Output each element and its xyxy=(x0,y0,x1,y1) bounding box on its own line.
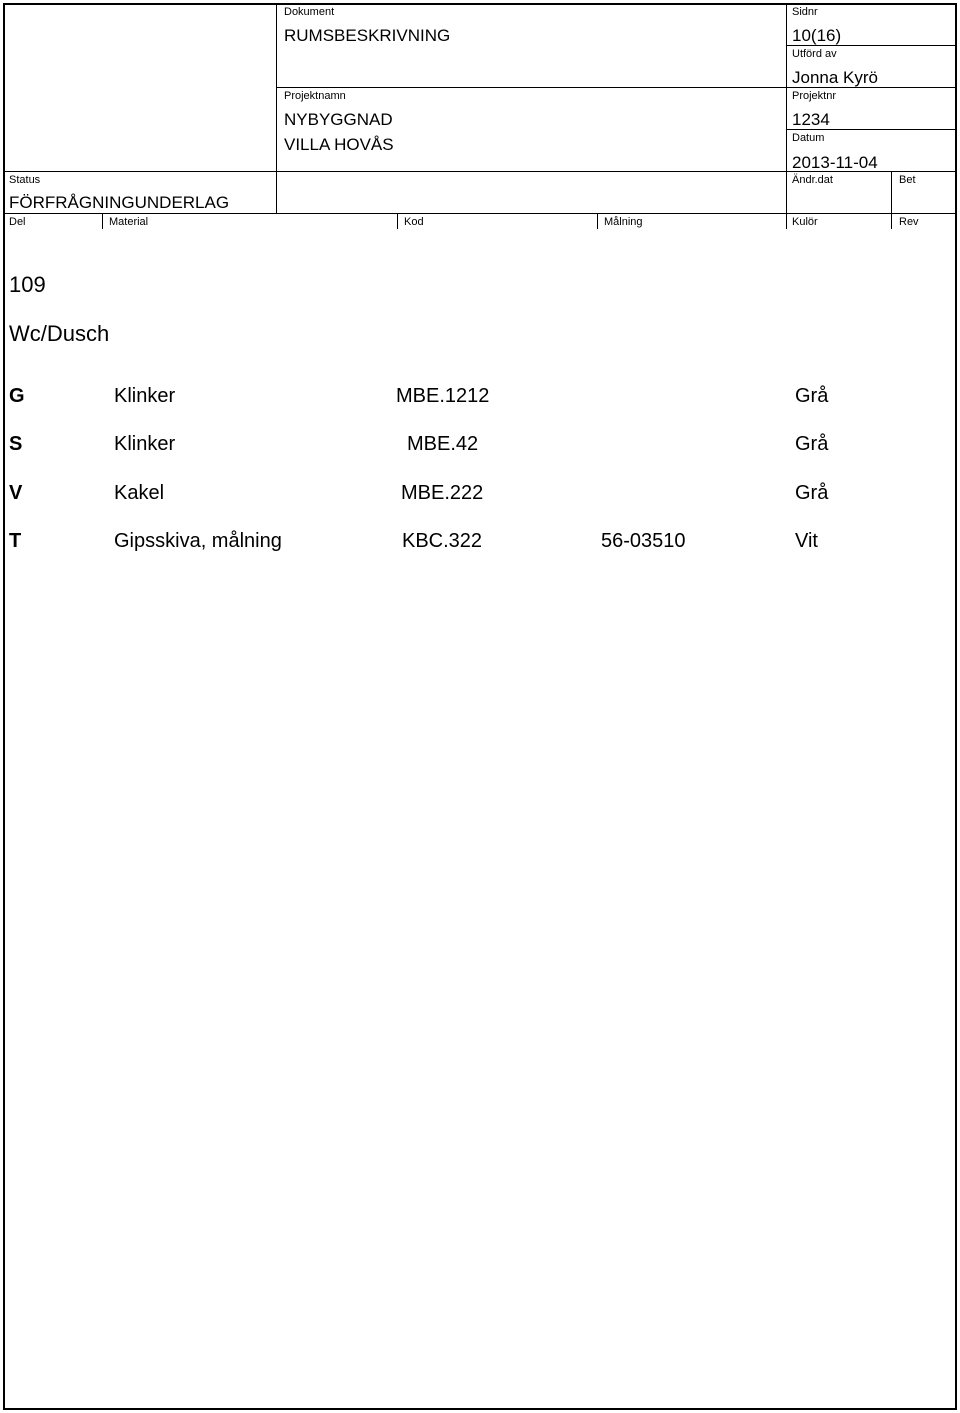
room-name: Wc/Dusch xyxy=(9,321,110,346)
utford-label: Utförd av xyxy=(792,48,837,60)
column-header-rev: Rev xyxy=(899,216,919,228)
column-header-kulor: Kulör xyxy=(792,216,818,228)
column-divider xyxy=(891,213,892,229)
sidnr-label: Sidnr xyxy=(792,6,818,18)
header-divider xyxy=(786,5,787,213)
datum-value: 2013-11-04 xyxy=(792,153,878,172)
row-malning: 56-03510 xyxy=(601,530,686,552)
row-kod: MBE.42 xyxy=(407,433,479,455)
status-value: FÖRFRÅGNINGUNDERLAG xyxy=(9,193,230,212)
row-material: Gipsskiva, målning xyxy=(114,530,282,552)
column-header-kod: Kod xyxy=(404,216,424,228)
row-material: Klinker xyxy=(114,385,176,407)
column-divider xyxy=(786,213,787,229)
andrdat-label: Ändr.dat xyxy=(792,174,833,186)
row-kod: MBE.222 xyxy=(401,482,484,504)
row-material: Klinker xyxy=(114,433,176,455)
utford-value: Jonna Kyrö xyxy=(792,68,878,87)
header-divider xyxy=(276,5,277,213)
room-number: 109 xyxy=(9,272,46,297)
column-header-material: Material xyxy=(109,216,149,228)
datum-label: Datum xyxy=(792,132,825,144)
projektnr-label: Projektnr xyxy=(792,90,837,102)
row-kulor: Grå xyxy=(795,385,829,407)
column-header-del: Del xyxy=(9,216,26,228)
column-divider xyxy=(597,213,598,229)
sidnr-value: 10(16) xyxy=(792,26,842,45)
row-kod: KBC.322 xyxy=(402,530,483,552)
bet-label: Bet xyxy=(899,174,916,186)
row-del: V xyxy=(9,482,23,504)
document-page xyxy=(3,3,957,1410)
header-divider xyxy=(5,213,956,214)
projektnamn-line1: NYBYGGNAD xyxy=(284,110,393,129)
column-divider xyxy=(102,213,103,229)
header-divider xyxy=(891,171,892,213)
row-kulor: Grå xyxy=(795,433,829,455)
projektnr-value: 1234 xyxy=(792,110,830,129)
row-material: Kakel xyxy=(114,482,165,504)
status-label: Status xyxy=(9,174,41,186)
row-del: S xyxy=(9,433,23,455)
dokument-value: RUMSBESKRIVNING xyxy=(284,26,451,45)
row-kulor: Grå xyxy=(795,482,829,504)
column-divider xyxy=(397,213,398,229)
projektnamn-label: Projektnamn xyxy=(284,90,346,102)
column-header-malning: Målning xyxy=(604,216,643,228)
row-del: T xyxy=(9,530,22,552)
projektnamn-line2: VILLA HOVÅS xyxy=(284,135,394,154)
row-kod: MBE.1212 xyxy=(396,385,490,407)
row-kulor: Vit xyxy=(795,530,818,552)
dokument-label: Dokument xyxy=(284,6,335,18)
row-del: G xyxy=(9,385,25,407)
